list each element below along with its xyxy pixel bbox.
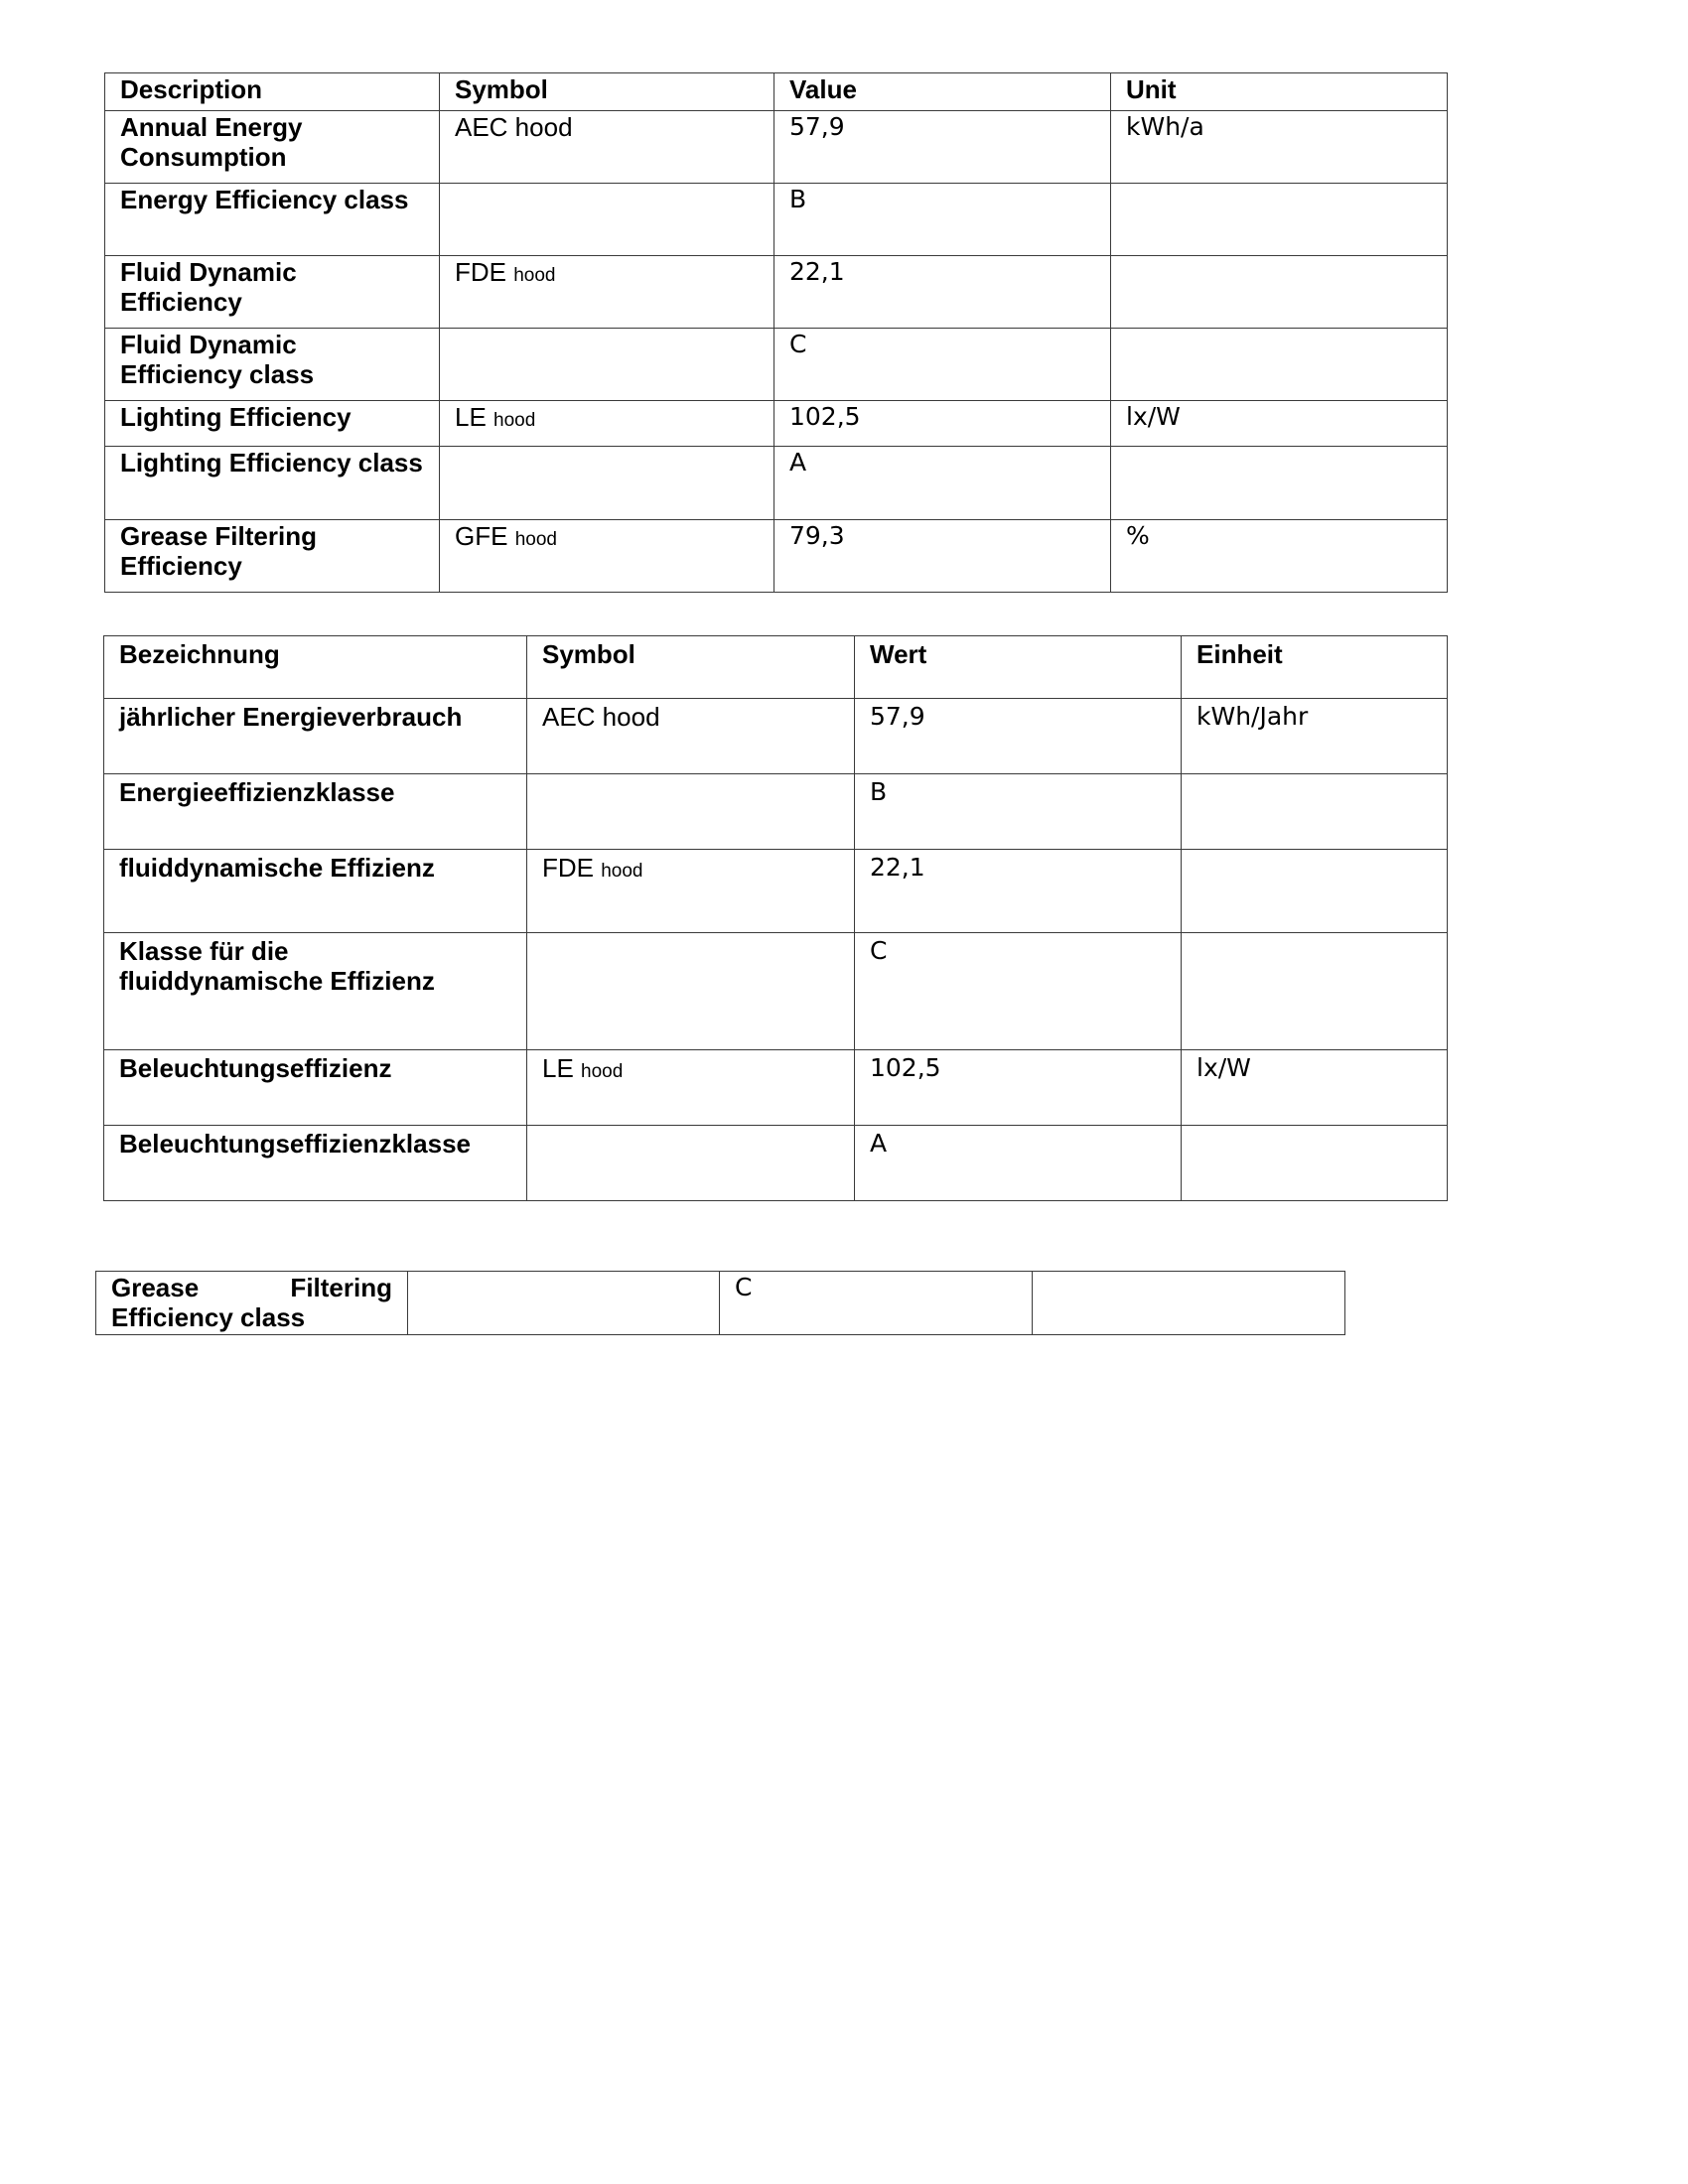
row-value: 102,5 [855,1050,1182,1126]
row-unit [1111,256,1448,329]
table-row [105,256,1448,329]
row-description: Lighting Efficiency class [105,447,440,520]
row-symbol [440,329,774,401]
row-value: 57,9 [855,699,1182,774]
row-value: 57,9 [774,111,1111,184]
header-einheit: Einheit [1182,636,1448,699]
row-symbol [527,933,855,1050]
table-row [105,401,1448,447]
row-value: C [720,1272,1033,1335]
row-symbol [440,447,774,520]
row-symbol [408,1272,720,1335]
row-unit [1182,850,1448,933]
row-value: B [855,774,1182,850]
symbol-main: FDE [542,853,594,883]
symbol-sub: hood [514,529,557,550]
table-row [104,850,1448,933]
row-symbol [527,774,855,850]
header-symbol: Symbol [440,73,774,111]
row-description: Annual Energy Consumption [105,111,440,184]
table-row [105,184,1448,256]
table-header-row [105,73,1448,111]
row-description: Beleuchtungseffizienz [104,1050,527,1126]
table-row [105,111,1448,184]
table-row [104,774,1448,850]
header-unit: Unit [1111,73,1448,111]
symbol-main: FDE [455,257,506,287]
row-description: Energieeffizienzklasse [104,774,527,850]
row-symbol [440,256,774,329]
grease-filtering-class-table [95,1271,1345,1335]
row-symbol [527,850,855,933]
row-value: 22,1 [855,850,1182,933]
header-wert: Wert [855,636,1182,699]
row-symbol [527,1050,855,1126]
row-description: fluiddynamische Effizienz [104,850,527,933]
row-value: C [855,933,1182,1050]
energy-table-de [103,635,1448,1201]
table-row [105,329,1448,401]
symbol-sub: hood [493,410,536,431]
table-row [105,447,1448,520]
row-unit [1182,933,1448,1050]
row-symbol [440,401,774,447]
row-description: Energy Efficiency class [105,184,440,256]
table-row [104,1126,1448,1201]
symbol-sub: hood [581,1061,624,1082]
row-description: Grease Filtering Efficiency class [96,1272,408,1335]
row-value: 79,3 [774,520,1111,593]
header-symbol: Symbol [527,636,855,699]
row-description: Lighting Efficiency [105,401,440,447]
table-row [104,699,1448,774]
header-value: Value [774,73,1111,111]
symbol-main: LE [542,1053,574,1083]
row-symbol: AEC hood [440,111,774,184]
row-description: Fluid Dynamic Efficiency [105,256,440,329]
table-row [105,520,1448,593]
header-bezeichnung: Bezeichnung [104,636,527,699]
row-unit [1182,774,1448,850]
row-value: A [855,1126,1182,1201]
row-unit: % [1111,520,1448,593]
row-unit [1182,1126,1448,1201]
row-unit: lx/W [1111,401,1448,447]
row-value: A [774,447,1111,520]
symbol-main: LE [455,402,487,432]
row-unit [1033,1272,1345,1335]
row-value: B [774,184,1111,256]
row-unit: kWh/Jahr [1182,699,1448,774]
row-value: C [774,329,1111,401]
row-symbol [527,1126,855,1201]
row-description: Fluid Dynamic Efficiency class [105,329,440,401]
header-description: Description [105,73,440,111]
row-unit: lx/W [1182,1050,1448,1126]
symbol-main: GFE [455,521,508,551]
row-unit: kWh/a [1111,111,1448,184]
row-unit [1111,329,1448,401]
table-header-row [104,636,1448,699]
table-row [104,1050,1448,1126]
symbol-sub: hood [513,265,556,286]
row-symbol: AEC hood [527,699,855,774]
row-description: Grease Filtering Efficiency [105,520,440,593]
table-row [96,1272,1345,1335]
row-description: Klasse für die fluiddynamische Effizienz [104,933,527,1050]
symbol-sub: hood [601,861,643,882]
table-row [104,933,1448,1050]
row-unit [1111,447,1448,520]
row-description: jährlicher Energieverbrauch [104,699,527,774]
row-unit [1111,184,1448,256]
row-symbol [440,520,774,593]
row-value: 22,1 [774,256,1111,329]
row-value: 102,5 [774,401,1111,447]
row-symbol [440,184,774,256]
row-description: Beleuchtungseffizienzklasse [104,1126,527,1201]
energy-table-en [104,72,1448,593]
